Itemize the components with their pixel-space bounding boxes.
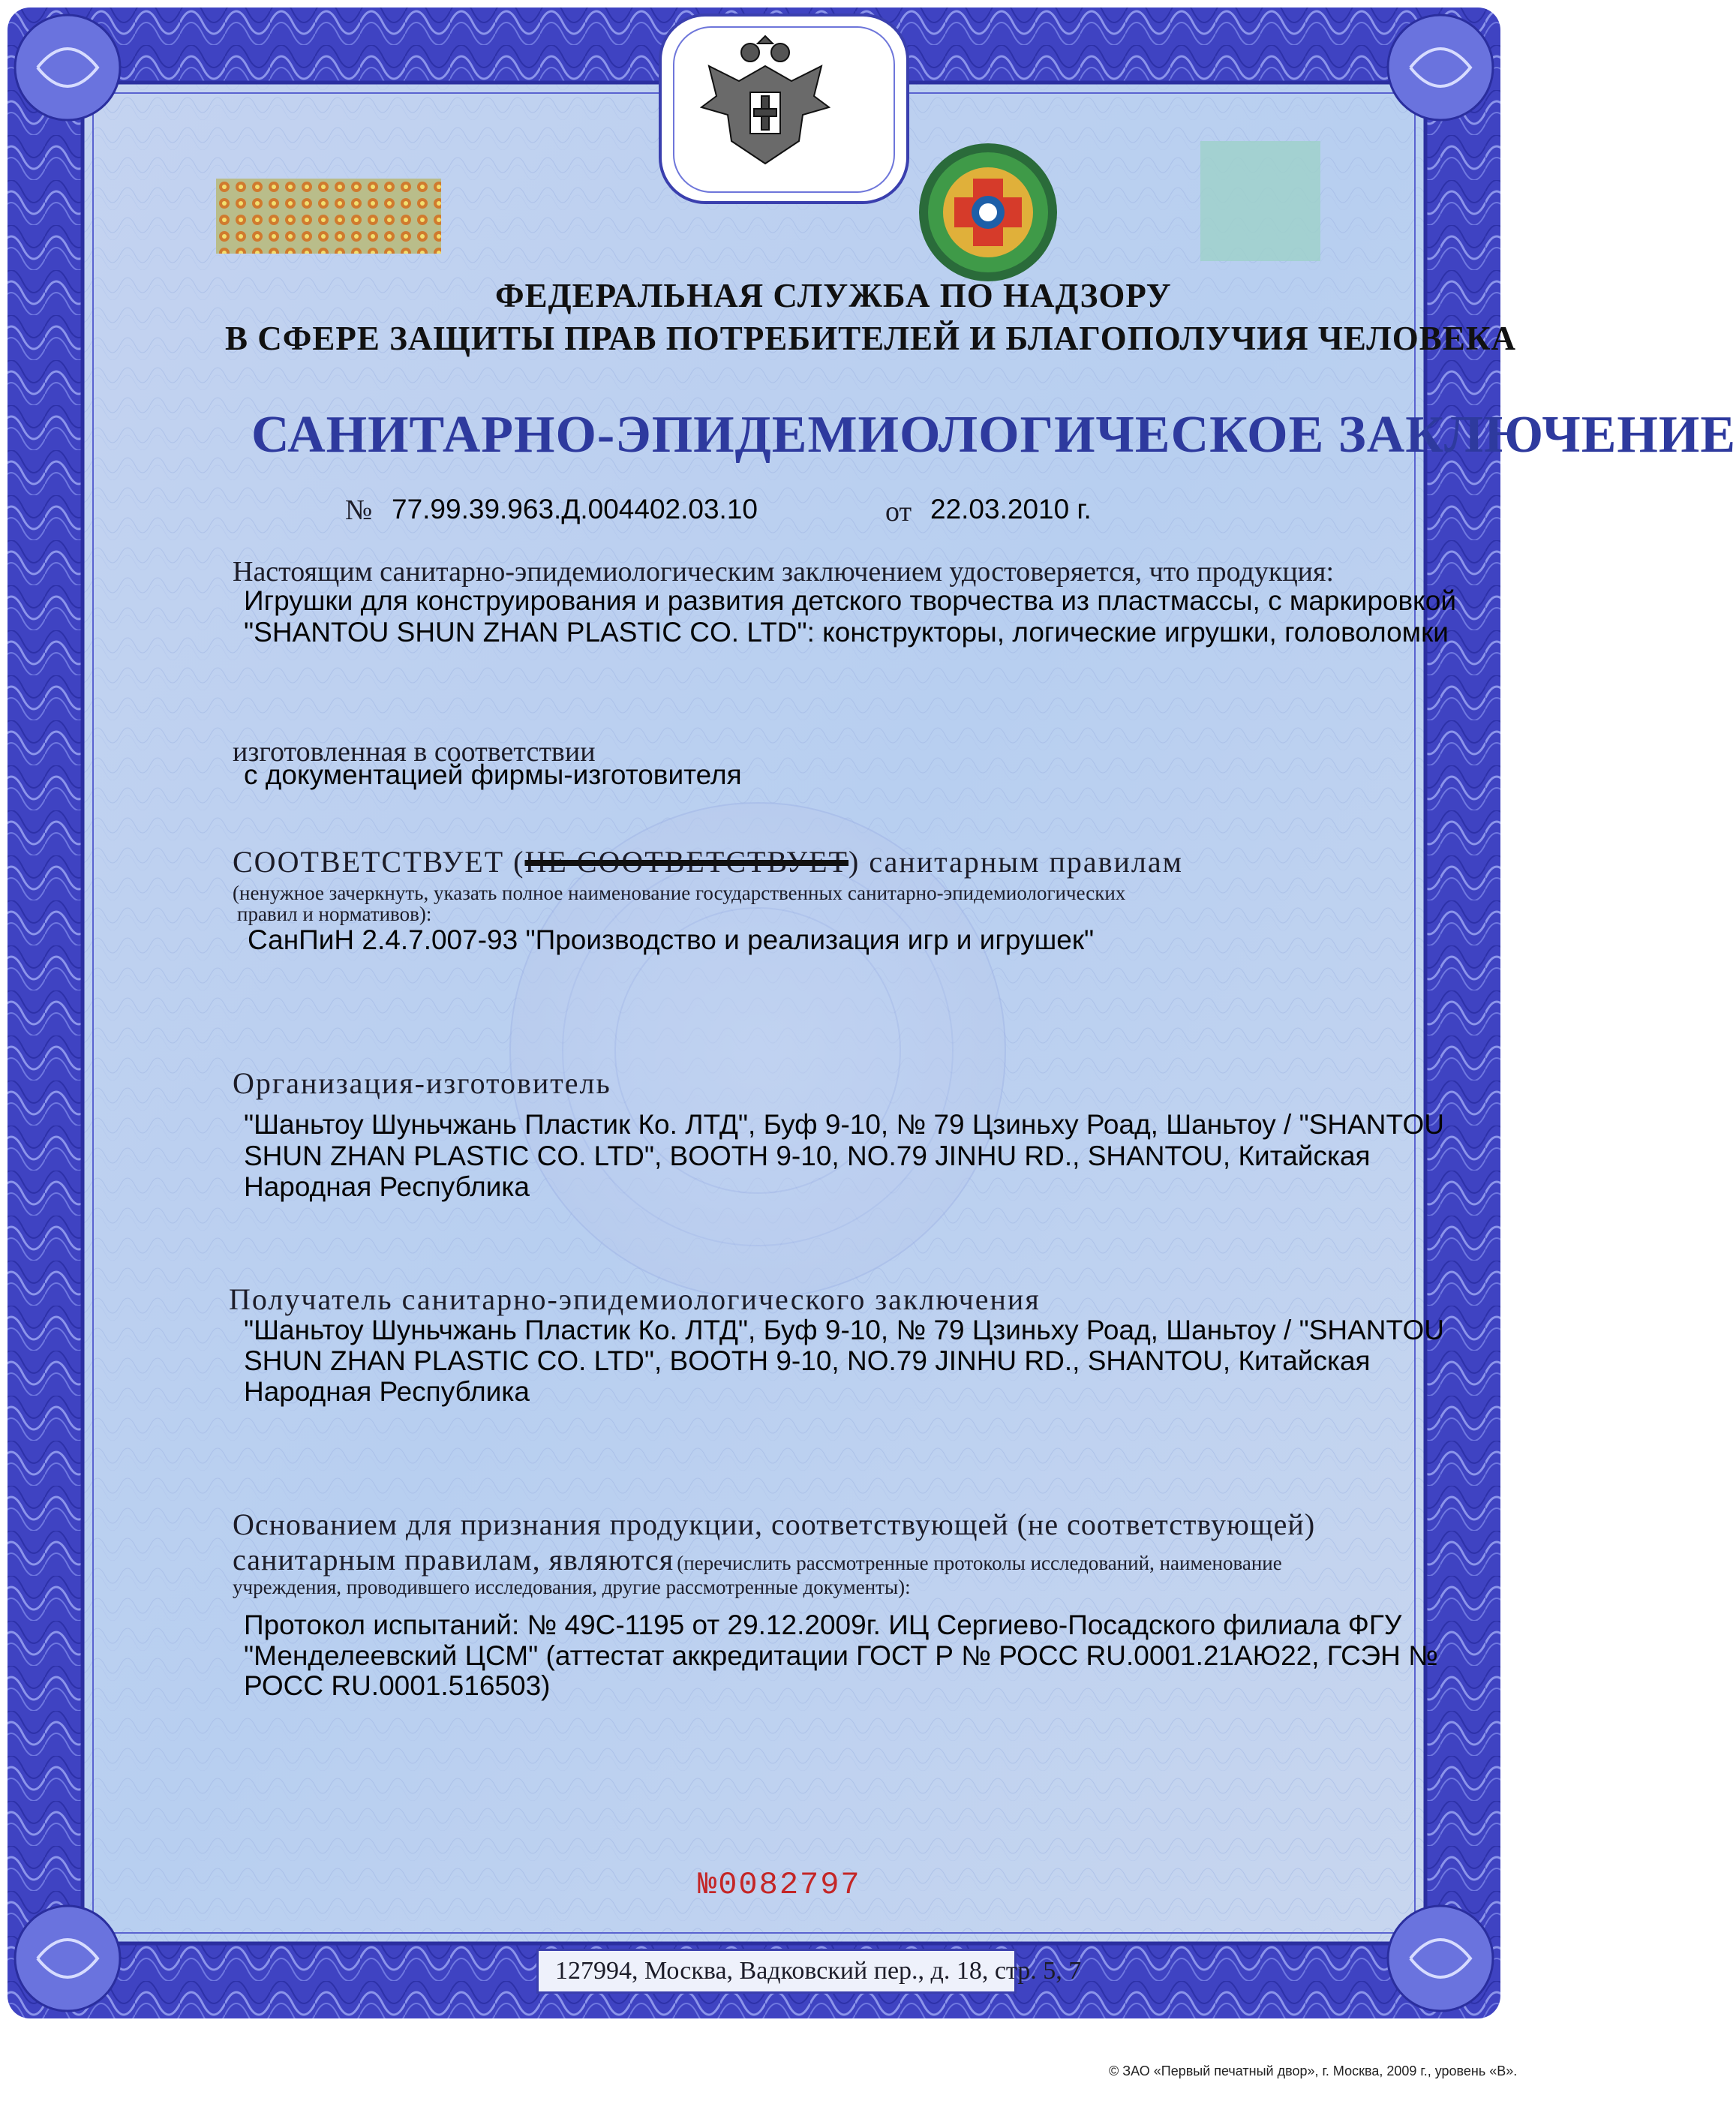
document-number: 77.99.39.963.Д.004402.03.10 [392,494,758,524]
recipient-line2: SHUN ZHAN PLASTIC CO. LTD", BOOTH 9-10, NO.79 JINHU RD., SHANTOU, Китайская [244,1345,1371,1376]
product-intro: Настоящим санитарно-эпидемиологическим заключением удостоверяется, что продукция: [233,556,1335,588]
product-line2: "SHANTOU SHUN ZHAN PLASTIC CO. LTD": конструкторы, логические игрушки, головоломки [244,617,1449,648]
number-label: № [345,494,373,526]
basis-line3: учреждения, проводившего исследования, другие рассмотренные документы): [233,1576,911,1598]
agency-header-line2: В СФЕРЕ ЗАЩИТЫ ПРАВ ПОТРЕБИТЕЛЕЙ И БЛАГОПОЛУЧИЯ ЧЕЛОВЕКА [225,320,1516,357]
conformity-note-line1: (ненужное зачеркнуть, указать полное наименование государственных санитарно-эпидемиологических [233,882,1126,904]
sanitary-rules-word: санитарным правилам [869,845,1183,879]
protocol-line2: "Менделеевский ЦСМ" (аттестат аккредитации ГОСТ Р № РОСС RU.0001.21АЮ22, ГСЭН № [244,1640,1438,1671]
basis-line2-main: санитарным правилам, являются [233,1543,674,1576]
hologram-seal [917,141,1059,284]
agency-header-line1: ФЕДЕРАЛЬНАЯ СЛУЖБА ПО НАДЗОРУ [495,277,1172,314]
sanpin-standard: СанПиН 2.4.7.007-93 "Производство и реализация игр и игрушек" [248,924,1095,955]
date-label: от [885,496,912,528]
product-line1: Игрушки для конструирования и развития детского творчества из пластмассы, с маркировкой [244,585,1456,616]
coat-of-arms-emblem [686,36,844,179]
manufacturer-line2: SHUN ZHAN PLASTIC CO. LTD", BOOTH 9-10, NO.79 JINHU RD., SHANTOU, Китайская [244,1141,1371,1171]
not-conforms-struck: НЕ СООТВЕТСТВУЕТ [524,845,848,879]
document-title: САНИТАРНО-ЭПИДЕМИОЛОГИЧЕСКОЕ ЗАКЛЮЧЕНИЕ [251,406,1736,464]
recipient-line1: "Шаньтоу Шуньчжань Пластик Ко. ЛТД", Буф 9-10, № 79 Цзиньху Роад, Шаньтоу / "SHANTOU [244,1315,1444,1345]
manufacturer-label: Организация-изготовитель [233,1066,611,1100]
protocol-line3: РОСС RU.0001.516503) [244,1670,551,1701]
manufacturer-line1: "Шаньтоу Шуньчжань Пластик Ко. ЛТД", Буф 9-10, № 79 Цзиньху Роад, Шаньтоу / "SHANTOU [244,1109,1444,1140]
address-box [536,1949,1082,1994]
basis-line2-note: (перечислить рассмотренные протоколы исследований, наименование [677,1552,1282,1574]
recipient-line3: Народная Республика [244,1376,530,1407]
manufacturer-line3: Народная Республика [244,1171,530,1202]
basis-line2 [233,1542,1282,1577]
document-date: 22.03.2010 г. [930,494,1092,524]
conformity-note-line2: правил и нормативов): [237,903,432,925]
conforms-word: СООТВЕТСТВУЕТ [233,845,505,879]
basis-line1: Основанием для признания продукции, соответствующей (не соответствующей) [233,1507,1316,1541]
printer-imprint: © ЗАО «Первый печатный двор», г. Москва, 2009 г., уровень «В». [1109,2063,1518,2078]
blank-serial-number: №0082797 [698,1867,861,1903]
manufactured-label: изготовленная в соответствии [233,736,596,768]
security-patch [1200,141,1320,261]
protocol-line1: Протокол испытаний: № 49С-1195 от 29.12.2009г. ИЦ Сергиево-Посадского филиала ФГУ [244,1610,1402,1640]
security-hologram-strip [216,179,441,254]
manufactured-value: с документацией фирмы-изготовителя [244,759,742,790]
recipient-label: Получатель санитарно-эпидемиологического заключения [229,1282,1041,1316]
conformity-statement: СООТВЕТСТВУЕТ (НЕ СООТВЕТСТВУЕТ) санитарным правилам [233,845,1183,879]
issuer-address: 127994, Москва, Вадковский пер., д. 18, стр. 5, 7 [555,1957,1082,1985]
